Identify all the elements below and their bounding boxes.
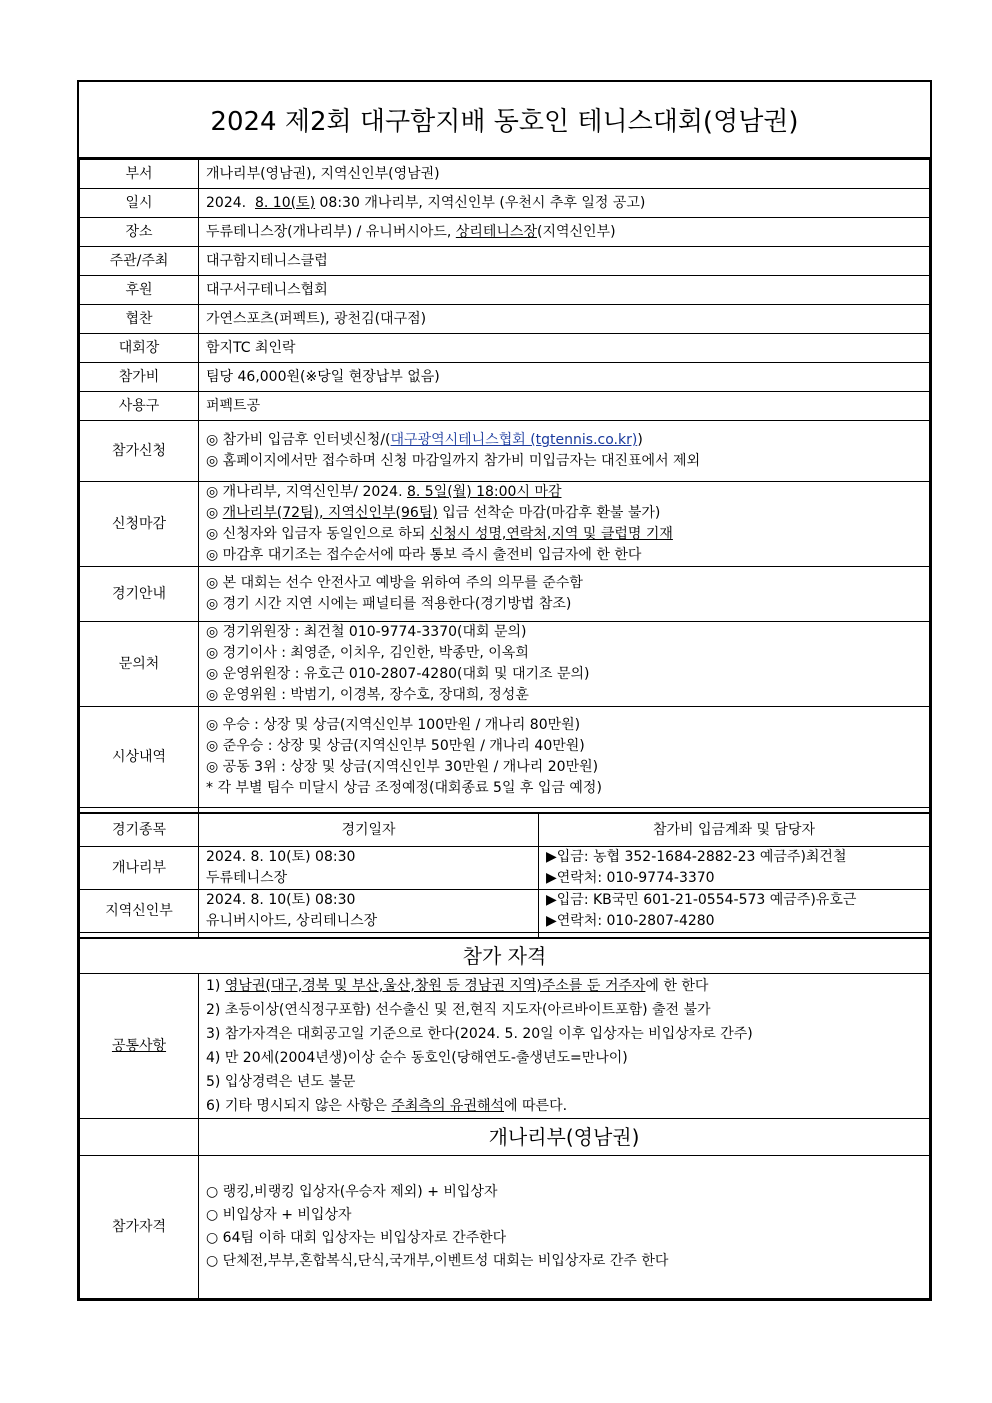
qualification-header: 참가 자격 [80,939,930,974]
fee-value: 팀당 46,000원(※당일 현장납부 없음) [199,363,930,392]
common-label: 공통사항 [80,974,199,1119]
division-header: 개나리부(영남권) [199,1119,930,1156]
contact-value: ◎ 경기위원장 : 최건철 010-9774-3370(대회 문의) ◎ 경기이사 : 최영준, 이치우, 김인한, 박종만, 이옥희 ◎ 운영위원장 : 유호근 010-2807-4280(대회 및 대기조 문의) ◎ 운영위원 : 박범기, 이경복, 장수호, 장대희, 정성훈 [199,622,930,707]
contact-label: 문의처 [80,622,199,707]
fee-label: 참가비 [80,363,199,392]
host-value: 대구함지테니스클럽 [199,247,930,276]
table-row: 개나리부 2024. 8. 10(토) 08:30 두류테니스장 ▶입금: 농협 352-1684-2882-23 예금주)최건철 ▶연락처: 010-9774-3370 [80,847,930,890]
support-value: 가연스포츠(퍼펙트), 광천김(대구점) [199,305,930,334]
apply-value: ◎ 참가비 입금후 인터넷신청/(대구광역시테니스협회 (tgtennis.co.kr)) ◎ 홈페이지에서만 접수하며 신청 마감일까지 참가비 미입금자는 대진표에서 제외 [199,421,930,482]
events-header-account: 참가비 입금계좌 및 담당자 [539,814,930,847]
support-label: 협찬 [80,305,199,334]
division-qualify-value: ○ 랭킹,비랭킹 입상자(우승자 제외) + 비입상자 ○ 비입상자 + 비입상자 ○ 64팀 이하 대회 입상자는 비입상자로 간주한다 ○ 단체전,부부,혼합복식,단식,국개부,이벤트성 대회는 비입상자로 간주 한다 [199,1156,930,1299]
deadline-value: ◎ 개나리부, 지역신인부/ 2024. 8. 5일(월) 18:00시 마감 ◎ 개나리부(72팀), 지역신인부(96팀) 입금 선착순 마감(마감후 환불 불가) ◎ 신청자와 입금자 동일인으로 하되 신청시 성명,연락처,지역 및 클럽명 기재 ◎ 마감후 대기조는 접수순서에 따라 통보 즉시 출전비 입금자에 한 한다 [199,482,930,567]
page-title: 2024 제2회 대구함지배 동호인 테니스대회(영남권) [79,82,930,159]
notice-document [77,80,932,1301]
host-label: 주관/주최 [80,247,199,276]
ball-value: 퍼펙트공 [199,392,930,421]
apply-label: 참가신청 [80,421,199,482]
division-value: 개나리부(영남권), 지역신인부(영남권) [199,160,930,189]
chair-label: 대회장 [80,334,199,363]
sponsor-value: 대구서구테니스협회 [199,276,930,305]
events-table [79,813,930,938]
qualification-table [79,938,930,1299]
date-label: 일시 [80,189,199,218]
deadline-label: 신청마감 [80,482,199,567]
ball-label: 사용구 [80,392,199,421]
table-row: 지역신인부 2024. 8. 10(토) 08:30 유니버시아드, 상리테니스장 ▶입금: KB국민 601-21-0554-573 예금주)유호근 ▶연락처: 010-2807-4280 [80,890,930,933]
division-qualify-label: 참가자격 [80,1156,199,1299]
prize-value: ◎ 우승 : 상장 및 상금(지역신인부 100만원 / 개나리 80만원) ◎ 준우승 : 상장 및 상금(지역신인부 50만원 / 개나리 40만원) ◎ 공동 3위 : 상장 및 상금(지역신인부 30만원 / 개나리 20만원) * 각 부별 팀수 미달시 상금 조정예정(대회종료 5일 후 입금 예정) [199,707,930,808]
chair-value: 함지TC 최인락 [199,334,930,363]
prize-label: 시상내역 [80,707,199,808]
division-label: 부서 [80,160,199,189]
date-value: 2024. 8. 10(토) 08:30 개나리부, 지역신인부 (우천시 추후 일정 공고) [199,189,930,218]
common-value: 1) 영남권(대구,경북 및 부산,울산,창원 등 경남권 지역)주소를 둔 거주자에 한 한다 2) 초등이상(연식정구포함) 선수출신 및 전,현직 지도자(아르바이트포함) 출전 불가 3) 참가자격은 대회공고일 기준으로 한다(2024. 5. 20일 이후 입상자는 비입상자로 간주) 4) 만 20세(2004년생)이상 순수 동호인(당해연도-출생년도=만나이) 5) 입상경력은 년도 불문 6) 기타 명시되지 않은 사항은 주최측의 유권해석에 따른다. [199,974,930,1119]
events-header-date: 경기일자 [199,814,539,847]
venue-label: 장소 [80,218,199,247]
events-header-event: 경기종목 [80,814,199,847]
guide-label: 경기안내 [80,567,199,622]
association-link[interactable]: 대구광역시테니스협회 (tgtennis.co.kr) [390,432,638,448]
sponsor-label: 후원 [80,276,199,305]
venue-value: 두류테니스장(개나리부) / 유니버시아드, 상리테니스장(지역신인부) [199,218,930,247]
guide-value: ◎ 본 대회는 선수 안전사고 예방을 위하여 주의 의무를 준수함 ◎ 경기 시간 지연 시에는 패널티를 적용한다(경기방법 참조) [199,567,930,622]
info-table [79,159,930,813]
